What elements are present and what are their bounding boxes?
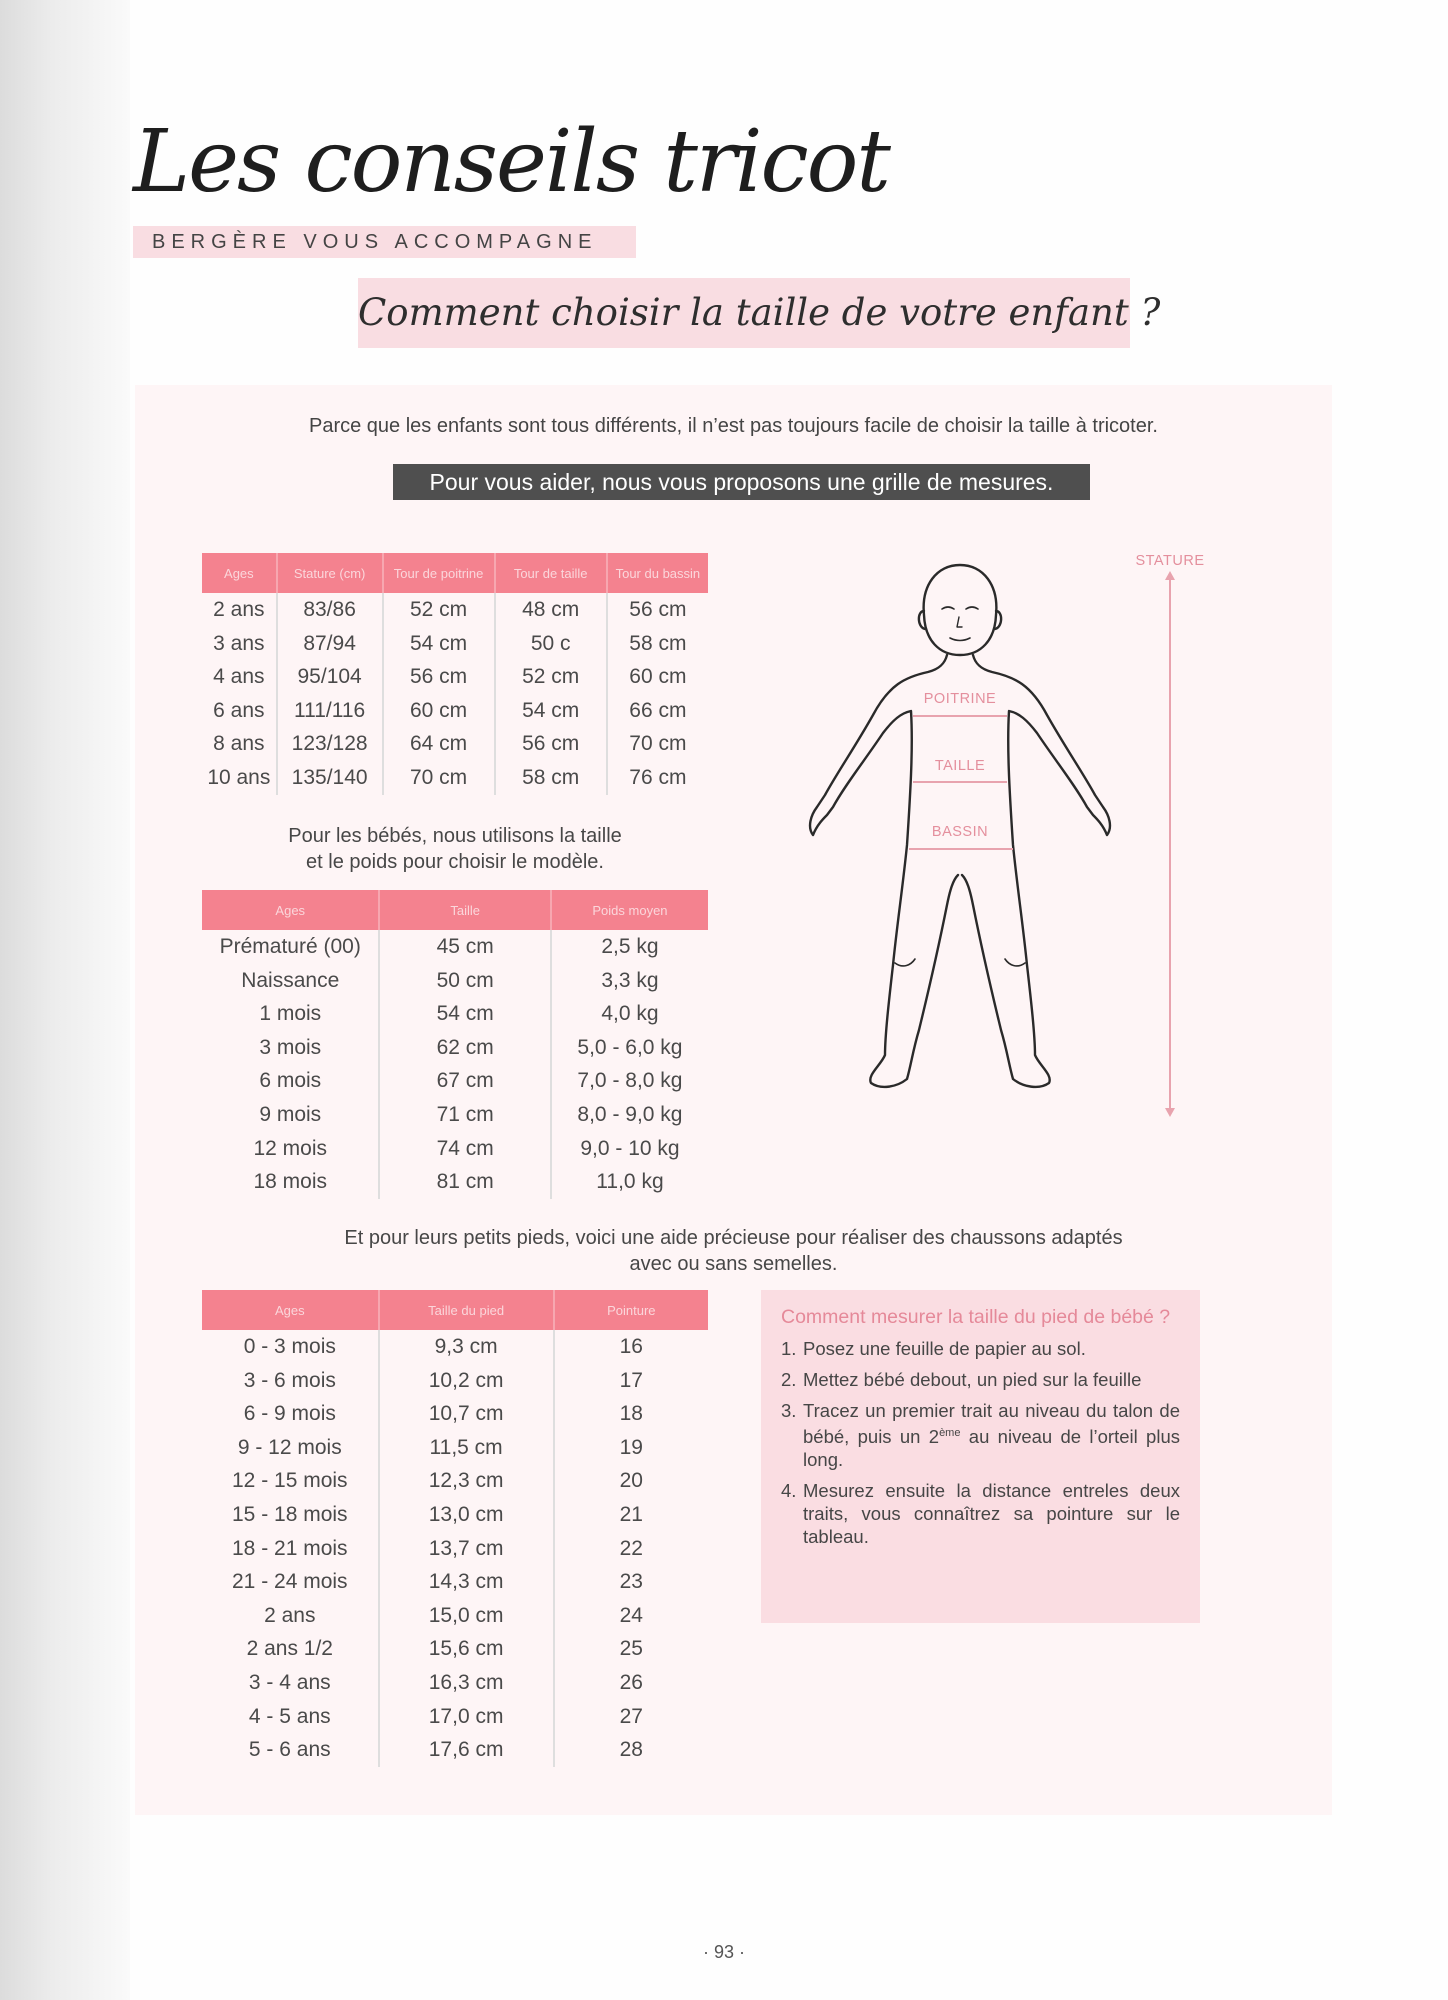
table-cell: 3 - 6 mois — [243, 1368, 336, 1392]
table-row — [202, 627, 708, 661]
content-panel — [135, 385, 1332, 1815]
table-cell: 1 mois — [259, 1002, 322, 1026]
table-cell: 4 - 5 ans — [248, 1704, 331, 1728]
table-cell: 50 c — [495, 627, 607, 661]
table-cell: 20 — [554, 1464, 708, 1498]
table-row — [202, 964, 708, 998]
child-eye-left — [942, 607, 954, 609]
table-cell: 135/140 — [277, 761, 383, 795]
column-header: Taille — [379, 890, 550, 930]
table-cell: 111/116 — [277, 694, 383, 728]
table-cell: 71 cm — [379, 1098, 550, 1132]
baby-note-line: Pour les bébés, nous utilisons la taille — [288, 825, 622, 847]
table-cell: 13,0 cm — [379, 1498, 554, 1532]
table-cell: 9 - 12 mois — [237, 1435, 342, 1459]
table-cell: Naissance — [241, 968, 340, 992]
child-knee-left — [895, 959, 915, 966]
table-cell: 9,3 cm — [379, 1330, 554, 1364]
table-cell: 2,5 kg — [551, 930, 708, 964]
table-cell: 16,3 cm — [379, 1666, 554, 1700]
table-cell: 66 cm — [607, 694, 708, 728]
table-cell: 14,3 cm — [379, 1565, 554, 1599]
table-cell: 6 - 9 mois — [243, 1402, 336, 1426]
table-cell: 2 ans 1/2 — [246, 1637, 333, 1661]
step-number: 3. — [781, 1400, 797, 1421]
table-row — [202, 1031, 708, 1065]
table-cell: 10,7 cm — [379, 1397, 554, 1431]
table-cell: 87/94 — [277, 627, 383, 661]
table-cell: Prématuré (00) — [219, 935, 361, 958]
page-binding-shadow — [0, 0, 130, 2000]
intro-text: Parce que les enfants sont tous différents, il n’est pas toujours facile de choisir la taille à tricoter. — [309, 415, 1158, 437]
table-cell: 58 cm — [607, 627, 708, 661]
table-row — [202, 930, 708, 964]
column-header: Tour du bassin — [607, 553, 708, 593]
table-cell: 17,0 cm — [379, 1700, 554, 1734]
column-header: Pointure — [554, 1290, 708, 1330]
table-row — [202, 761, 708, 795]
child-torso-left — [810, 655, 958, 1087]
table-cell: 9,0 - 10 kg — [551, 1132, 708, 1166]
table-cell: 26 — [554, 1666, 708, 1700]
feet-note — [135, 1225, 1332, 1277]
column-header: Poids moyen — [551, 890, 708, 930]
table-cell: 11,0 kg — [551, 1165, 708, 1199]
table-cell: 62 cm — [379, 1031, 550, 1065]
table-cell: 10,2 cm — [379, 1364, 554, 1398]
column-header: Tour de poitrine — [383, 553, 495, 593]
table-cell: 70 cm — [383, 761, 495, 795]
step-number: 4. — [781, 1480, 797, 1502]
feet-note-line: Et pour leurs petits pieds, voici une aide précieuse pour réaliser des chaussons adaptés — [344, 1227, 1123, 1249]
baby-note-line: et le poids pour choisir le modèle. — [306, 851, 604, 873]
table-row — [202, 1098, 708, 1132]
table-cell: 12,3 cm — [379, 1464, 554, 1498]
table-row — [202, 1599, 708, 1633]
help-banner: Pour vous aider, nous vous proposons une grille de mesures. — [393, 464, 1090, 500]
table-cell: 52 cm — [383, 593, 495, 627]
table-cell: 21 - 24 mois — [232, 1570, 348, 1594]
table-cell: 5 - 6 ans — [248, 1738, 331, 1762]
table-cell: 4 ans — [213, 665, 265, 689]
table-cell: 22 — [554, 1532, 708, 1566]
table-row — [202, 1498, 708, 1532]
table-cell: 58 cm — [495, 761, 607, 795]
table-cell: 17 — [554, 1364, 708, 1398]
table-cell: 2 ans — [213, 598, 265, 621]
child-eye-right — [966, 607, 978, 609]
page-title: Les conseils tricot — [133, 112, 889, 212]
table-row — [202, 694, 708, 728]
table-cell: 95/104 — [277, 660, 383, 694]
table-cell: 45 cm — [379, 930, 550, 964]
column-header: Taille du pied — [379, 1290, 554, 1330]
table-cell: 8,0 - 9,0 kg — [551, 1098, 708, 1132]
how-to-step — [781, 1479, 1180, 1548]
table-cell: 0 - 3 mois — [243, 1335, 336, 1358]
table-cell: 4,0 kg — [551, 997, 708, 1031]
table-cell: 74 cm — [379, 1132, 550, 1166]
table-row — [202, 1733, 708, 1767]
table-cell: 56 cm — [495, 727, 607, 761]
table-cell: 15,0 cm — [379, 1599, 554, 1633]
table-row — [202, 1165, 708, 1199]
taille-label: TAILLE — [934, 758, 986, 774]
child-nose — [957, 617, 962, 627]
table-cell: 64 cm — [383, 727, 495, 761]
step-number: 2. — [781, 1369, 797, 1390]
child-head — [924, 565, 997, 655]
table-row — [202, 1364, 708, 1398]
table-cell: 70 cm — [607, 727, 708, 761]
table-cell: 24 — [554, 1599, 708, 1633]
table-cell: 11,5 cm — [379, 1431, 554, 1465]
column-header: Ages — [202, 890, 379, 930]
table-cell: 2 ans — [264, 1603, 316, 1627]
how-to-step — [781, 1337, 1180, 1360]
table-row — [202, 1666, 708, 1700]
column-header: Stature (cm) — [277, 553, 383, 593]
table-cell: 3 - 4 ans — [248, 1670, 331, 1694]
table-cell: 12 mois — [253, 1136, 327, 1160]
step-text: Mettez bébé debout, un pied sur la feuille — [803, 1369, 1142, 1390]
table-cell: 12 - 15 mois — [232, 1469, 348, 1493]
table-header-row — [202, 890, 708, 930]
table-cell: 54 cm — [379, 997, 550, 1031]
page-number: · 93 · — [702, 1942, 745, 1962]
table-cell: 7,0 - 8,0 kg — [551, 1064, 708, 1098]
table-cell: 27 — [554, 1700, 708, 1734]
table-header-row — [202, 1290, 708, 1330]
table-cell: 50 cm — [379, 964, 550, 998]
table-row — [202, 1064, 708, 1098]
table-cell: 23 — [554, 1565, 708, 1599]
table-cell: 18 mois — [253, 1170, 327, 1194]
table-cell: 54 cm — [383, 627, 495, 661]
table-cell: 6 ans — [213, 698, 265, 722]
table-row — [202, 1700, 708, 1734]
table-row — [202, 1532, 708, 1566]
step-text: Mesurez ensuite la distance entreles deux traits, vous connaîtrez sa pointure sur le tableau. — [803, 1480, 1180, 1548]
table-row — [202, 1464, 708, 1498]
how-to-measure-box — [761, 1290, 1200, 1623]
table-cell: 9 mois — [259, 1102, 322, 1126]
table-row — [202, 1397, 708, 1431]
measure-labels — [924, 553, 1205, 840]
feet-size-table — [202, 1290, 708, 1767]
step-text — [803, 1399, 1180, 1471]
table-cell: 60 cm — [383, 694, 495, 728]
table-cell: 56 cm — [383, 660, 495, 694]
how-to-title: Comment mesurer la taille du pied de bébé ? — [781, 1306, 1171, 1328]
table-cell: 67 cm — [379, 1064, 550, 1098]
table-cell: 3 ans — [213, 631, 265, 655]
feet-note-line: avec ou sans semelles. — [629, 1253, 838, 1275]
table-cell: 54 cm — [495, 694, 607, 728]
page-subtitle: BERGÈRE VOUS ACCOMPAGNE — [133, 226, 636, 258]
table-cell: 83/86 — [277, 593, 383, 627]
ordinal-suffix: ème — [939, 1427, 961, 1439]
table-cell: 10 ans — [207, 765, 271, 789]
table-cell: 13,7 cm — [379, 1532, 554, 1566]
table-cell: 18 - 21 mois — [232, 1536, 348, 1560]
table-cell: 8 ans — [213, 732, 265, 756]
table-cell: 123/128 — [277, 727, 383, 761]
table-cell: 19 — [554, 1431, 708, 1465]
how-to-steps — [781, 1337, 1180, 1548]
table-row — [202, 727, 708, 761]
poitrine-label: POITRINE — [923, 691, 997, 707]
table-row — [202, 1431, 708, 1465]
column-header: Ages — [202, 553, 277, 593]
table-row — [202, 1330, 708, 1364]
column-header: Tour de taille — [495, 553, 607, 593]
table-cell: 18 — [554, 1397, 708, 1431]
bassin-label: BASSIN — [931, 824, 989, 840]
child-measurement-illustration — [785, 545, 1345, 1125]
how-to-step — [781, 1399, 1180, 1471]
section-question: Comment choisir la taille de votre enfant ? — [358, 278, 1130, 348]
column-header: Ages — [202, 1290, 379, 1330]
child-mouth — [950, 638, 970, 641]
table-cell: 25 — [554, 1632, 708, 1666]
table-cell: 60 cm — [607, 660, 708, 694]
child-knee-right — [1005, 959, 1025, 966]
table-cell: 15 - 18 mois — [232, 1502, 348, 1526]
table-cell: 56 cm — [607, 593, 708, 627]
table-row — [202, 660, 708, 694]
table-cell: 16 — [554, 1330, 708, 1364]
table-row — [202, 997, 708, 1031]
table-cell: 28 — [554, 1733, 708, 1767]
table-cell: 76 cm — [607, 761, 708, 795]
step-text-part: Tracez un premier trait au niveau du talon de bébé, puis un 2 — [803, 1400, 1180, 1448]
table-cell: 17,6 cm — [379, 1733, 554, 1767]
table-row — [202, 1565, 708, 1599]
stature-arrow-bottom — [1165, 1108, 1175, 1117]
baby-note — [202, 823, 708, 875]
step-number: 1. — [781, 1338, 797, 1359]
step-text-part: au niveau de l’orteil plus long. — [803, 1426, 1180, 1471]
table-cell: 6 mois — [259, 1069, 322, 1093]
table-cell: 15,6 cm — [379, 1632, 554, 1666]
child-torso-right — [962, 655, 1110, 1087]
stature-label: STATURE — [1135, 553, 1205, 569]
table-cell: 3 mois — [259, 1035, 322, 1059]
table-row — [202, 1632, 708, 1666]
table-header-row — [202, 553, 708, 593]
children-size-table — [202, 553, 708, 795]
table-cell: 52 cm — [495, 660, 607, 694]
table-cell: 5,0 - 6,0 kg — [551, 1031, 708, 1065]
table-row — [202, 1132, 708, 1166]
baby-size-table — [202, 890, 708, 1199]
table-row — [202, 593, 708, 627]
how-to-step — [781, 1368, 1180, 1391]
table-cell: 21 — [554, 1498, 708, 1532]
table-cell: 3,3 kg — [551, 964, 708, 998]
table-cell: 48 cm — [495, 593, 607, 627]
table-cell: 81 cm — [379, 1165, 550, 1199]
stature-arrow-top — [1165, 571, 1175, 580]
step-text: Posez une feuille de papier au sol. — [803, 1338, 1086, 1359]
